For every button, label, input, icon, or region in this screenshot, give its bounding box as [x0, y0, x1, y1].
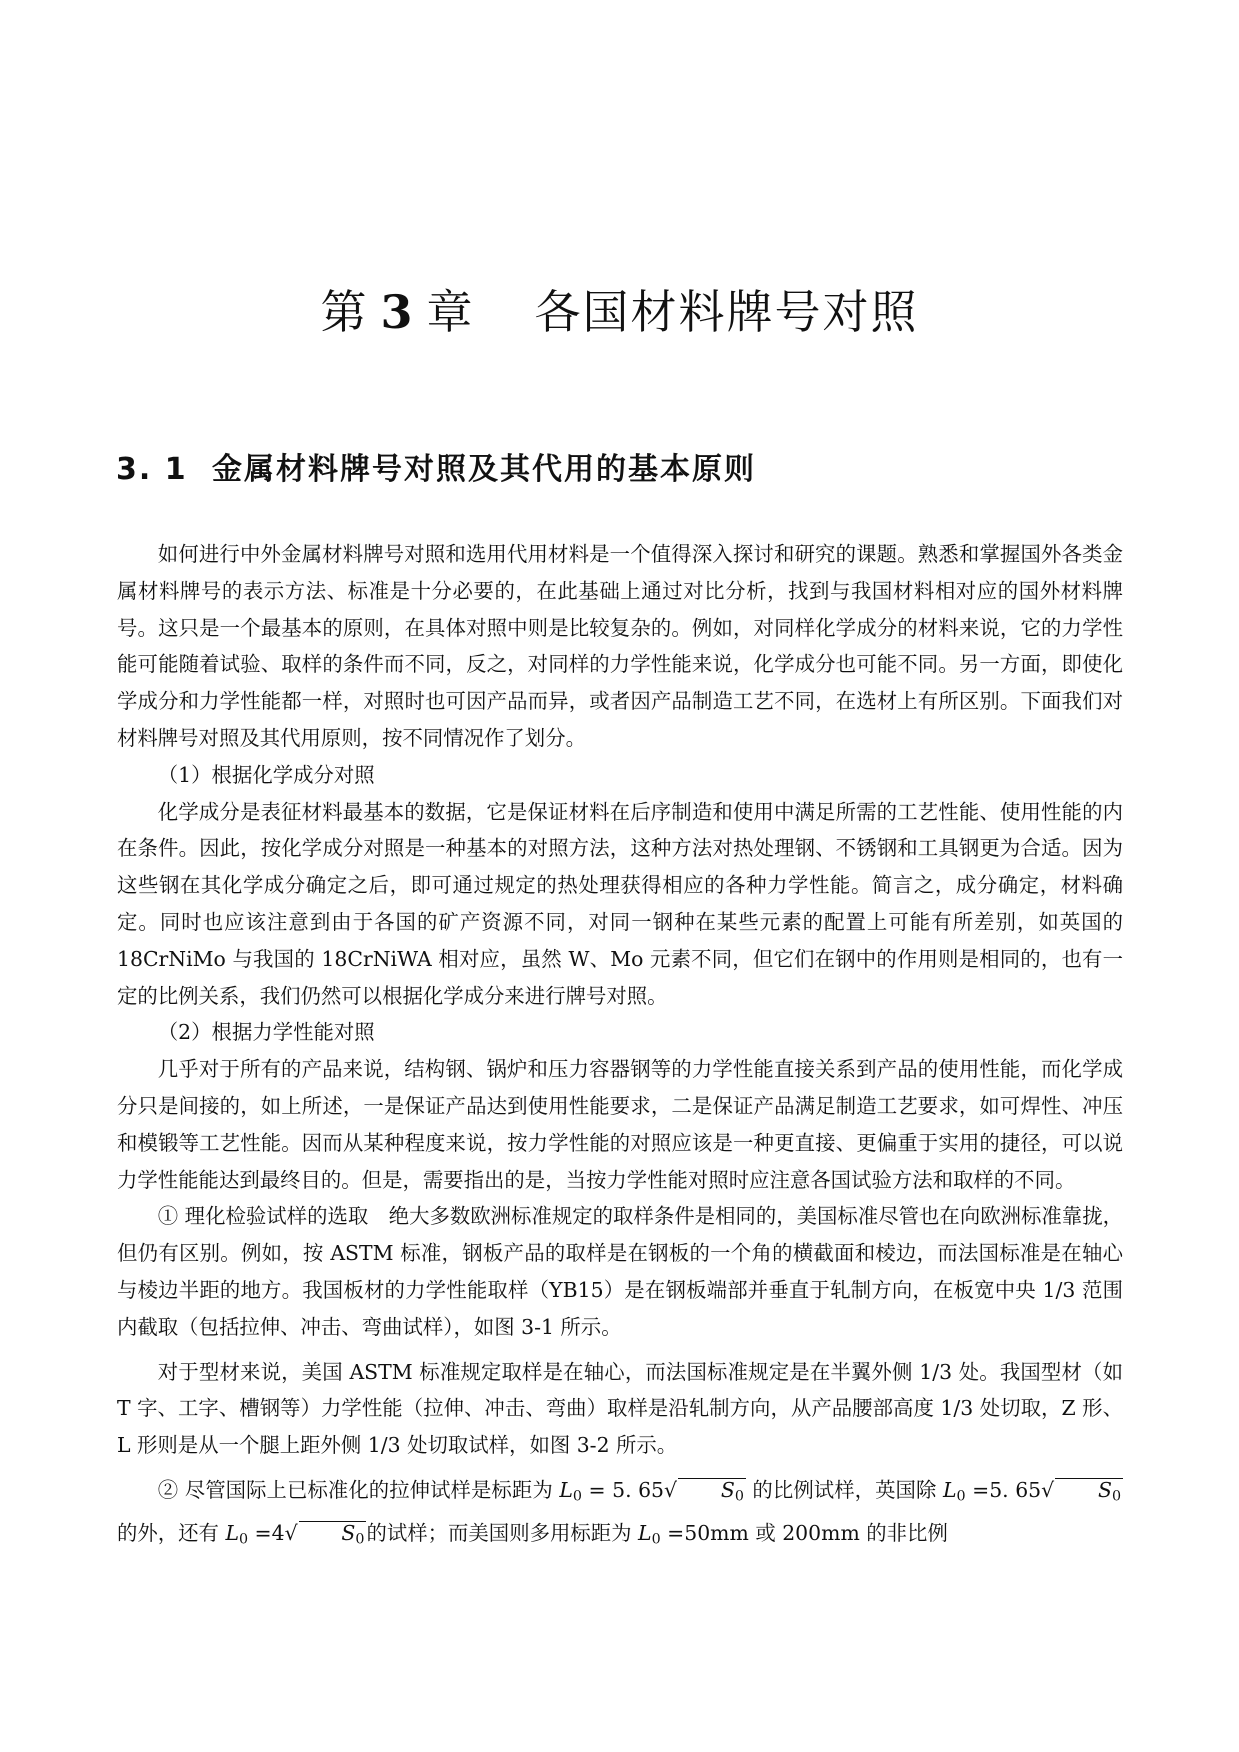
text-run: 的比例试样，英国除 [745, 1477, 943, 1502]
paragraph-sampling: ① 理化检验试样的选取 绝大多数欧洲标准规定的取样条件是相同的，美国标准尽管也在向欧洲标准靠拢，但仍有区别。例如，按 ASTM 标准，钢板产品的取样是在钢板的一个角的横截面和棱边，而法国标准是在轴心与棱边半距的地方。我国板材的力学性能取样（YB15）是在钢板端部并垂直于轧制方向，在板宽中央 1/3 范围内截取（包括拉伸、冲击、弯曲试样），如图 3-1 所示。 [117, 1204, 1123, 1339]
chapter-prefix: 第 [320, 285, 369, 339]
paragraph-mechanical: 几乎对于所有的产品来说，结构钢、锅炉和压力容器钢等的力学性能直接关系到产品的使用性能，而化学成分只是间接的，如上所述，一是保证产品达到使用性能要求，二是保证产品满足制造工艺要求，如可焊性、冲压和模锻等工艺性能。因而从某种程度来说，按力学性能的对照应该是一种更直接、更偏重于实用的捷径，可以说力学性能能达到最终目的。但是，需要指出的是，当按力学性能对照时应注意各国试验方法和取样的不同。 [117, 1057, 1123, 1192]
section-name: 金属材料牌号对照及其代用的基本原则 [212, 452, 756, 487]
paragraph-chemical: 化学成分是表征材料最基本的数据，它是保证材料在后序制造和使用中满足所需的工艺性能、使用性能的内在条件。因此，按化学成分对照是一种基本的对照方法，这种方法对热处理钢、不锈钢和工具钢更为合适。因为这些钢在其化学成分确定之后，即可通过规定的热处理获得相应的各种力学性能。简言之，成分确定，材料确定。同时也应该注意到由于各国的矿产资源不同，对同一钢种在某些元素的配置上可能有所差别，如英国的 18CrNiMo 与我国的 18CrNiWA 相对应，虽然 W、Mo 元素不同，但它们在钢中的作用则是相同的，也有一定的比例关系，我们仍然可以根据化学成分来进行牌号对照。 [117, 799, 1123, 1008]
formula-uk-565: $L_0 =5$. 65√ $S_0$ [943, 1478, 1123, 1502]
text-run: 或 200mm 的非比例 [748, 1521, 948, 1546]
chapter-name: 各国材料牌号对照 [534, 285, 919, 339]
formula-uk-4: $L_0 =4√$ $S_0$ [225, 1521, 366, 1545]
formula-gauge-length: $L_0 = 5$. 65√ $S_0$ [559, 1478, 746, 1502]
chapter-number: 3 [380, 285, 415, 339]
item-heading-chemical: （1）根据化学成分对照 [157, 762, 375, 787]
paragraph-intro: 如何进行中外金属材料牌号对照和选用代用材料是一个值得深入探讨和研究的课题。熟悉和掌握国外各类金属材料牌号的表示方法、标准是十分必要的，在此基础上通过对比分析，找到与我国材料相对应的国外材料牌号。这只是一个最基本的原则，在具体对照中则是比较复杂的。例如，对同样化学成分的材料来说，它的力学性能可能随着试验、取样的条件而不同，反之，对同样的力学性能来说，化学成分也可能不同。另一方面，即使化学成分和力学性能都一样，对照时也可因产品而异，或者因产品制造工艺不同，在选材上有所区别。下面我们对材料牌号对照及其代用原则，按不同情况作了划分。 [117, 542, 1123, 750]
chapter-suffix: 章 [426, 285, 475, 339]
section-heading [116, 448, 756, 492]
paragraph-tensile [117, 1472, 1123, 1559]
item-heading-mechanical: （2）根据力学性能对照 [157, 1020, 375, 1045]
text-run: 的外，还有 [117, 1521, 226, 1546]
chapter-title [0, 282, 1239, 342]
text-run: ② 尽管国际上已标准化的拉伸试样是标距为 [157, 1477, 560, 1502]
paragraph-profiles: 对于型材来说，美国 ASTM 标准规定取样是在轴心，而法国标准规定是在半翼外侧 1/3 处。我国型材（如 T 字、工字、槽钢等）力学性能（拉伸、冲击、弯曲）取样是沿轧制方向，从产品腰部高度 1/3 处切取，Z 形、L 形则是从一个腿上距外侧 1/3 处切取试样，如图 3-2 所示。 [117, 1359, 1123, 1458]
formula-us-50mm: $L_0 =50mm$ [638, 1521, 749, 1548]
text-run: 的试样；而美国则多用标距为 [366, 1521, 639, 1546]
body-text [117, 536, 1123, 1559]
section-number: 3. 1 [116, 452, 188, 487]
